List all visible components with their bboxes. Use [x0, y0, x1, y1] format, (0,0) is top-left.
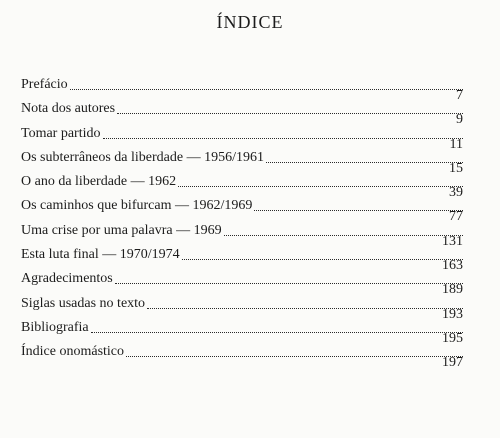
dot-leader [178, 185, 463, 187]
toc-entry-label: O ano da liberdade — 1962 [21, 174, 177, 190]
toc-entry-tomar-partido [21, 127, 463, 151]
toc-page-number: 193 [442, 306, 463, 322]
toc-entry-label: Nota dos autores [21, 101, 116, 117]
toc-entry-label: Bibliografia [21, 319, 89, 335]
table-of-contents [21, 78, 463, 370]
dot-leader [70, 88, 463, 90]
toc-entry-label: Siglas usadas no texto [21, 295, 146, 311]
toc-entry-esta-luta-final [21, 248, 463, 272]
dot-leader [91, 331, 463, 333]
toc-page-number: 189 [442, 282, 463, 298]
dot-leader [126, 355, 463, 357]
toc-page-number: 197 [442, 355, 463, 371]
dot-leader [115, 282, 463, 284]
toc-entry-subterraneos [21, 151, 463, 175]
toc-page-number: 77 [449, 209, 463, 225]
toc-page-number: 163 [442, 258, 463, 274]
toc-entry-agradecimentos [21, 272, 463, 296]
dot-leader [266, 161, 463, 163]
toc-page-number: 11 [449, 136, 463, 152]
toc-page-number: 39 [449, 185, 463, 201]
toc-entry-siglas [21, 297, 463, 321]
toc-entry-label: Tomar partido [21, 125, 101, 141]
toc-page-number: 131 [442, 233, 463, 249]
toc-entry-label: Prefácio [21, 77, 68, 92]
toc-entry-indice-onomastico [21, 345, 463, 369]
toc-entry-caminhos [21, 199, 463, 223]
toc-entry-label: Agradecimentos [21, 271, 113, 287]
toc-entry-prefacio [21, 78, 463, 102]
toc-entry-bibliografia [21, 321, 463, 345]
dot-leader [224, 234, 463, 236]
toc-entry-label: Os caminhos que bifurcam — 1962/1969 [21, 198, 253, 214]
dot-leader [147, 307, 463, 309]
dot-leader [117, 112, 463, 114]
toc-page-number: 7 [456, 88, 463, 103]
toc-entry-label: Os subterrâneos da liberdade — 1956/1961 [21, 149, 264, 165]
toc-entry-label: Índice onomástico [21, 344, 125, 360]
dot-leader [182, 258, 463, 260]
toc-entry-uma-crise [21, 224, 463, 248]
toc-entry-nota-dos-autores [21, 102, 463, 126]
page-title: ÍNDICE [216, 12, 284, 32]
dot-leader [254, 209, 463, 211]
toc-entry-label: Esta luta final — 1970/1974 [21, 247, 180, 263]
toc-entry-label: Uma crise por uma palavra — 1969 [21, 222, 222, 238]
toc-page-number: 15 [449, 160, 463, 176]
dot-leader [103, 137, 464, 139]
toc-entry-ano-da-liberdade [21, 175, 463, 199]
toc-page-number: 9 [456, 112, 463, 128]
toc-page-number: 195 [442, 330, 463, 346]
